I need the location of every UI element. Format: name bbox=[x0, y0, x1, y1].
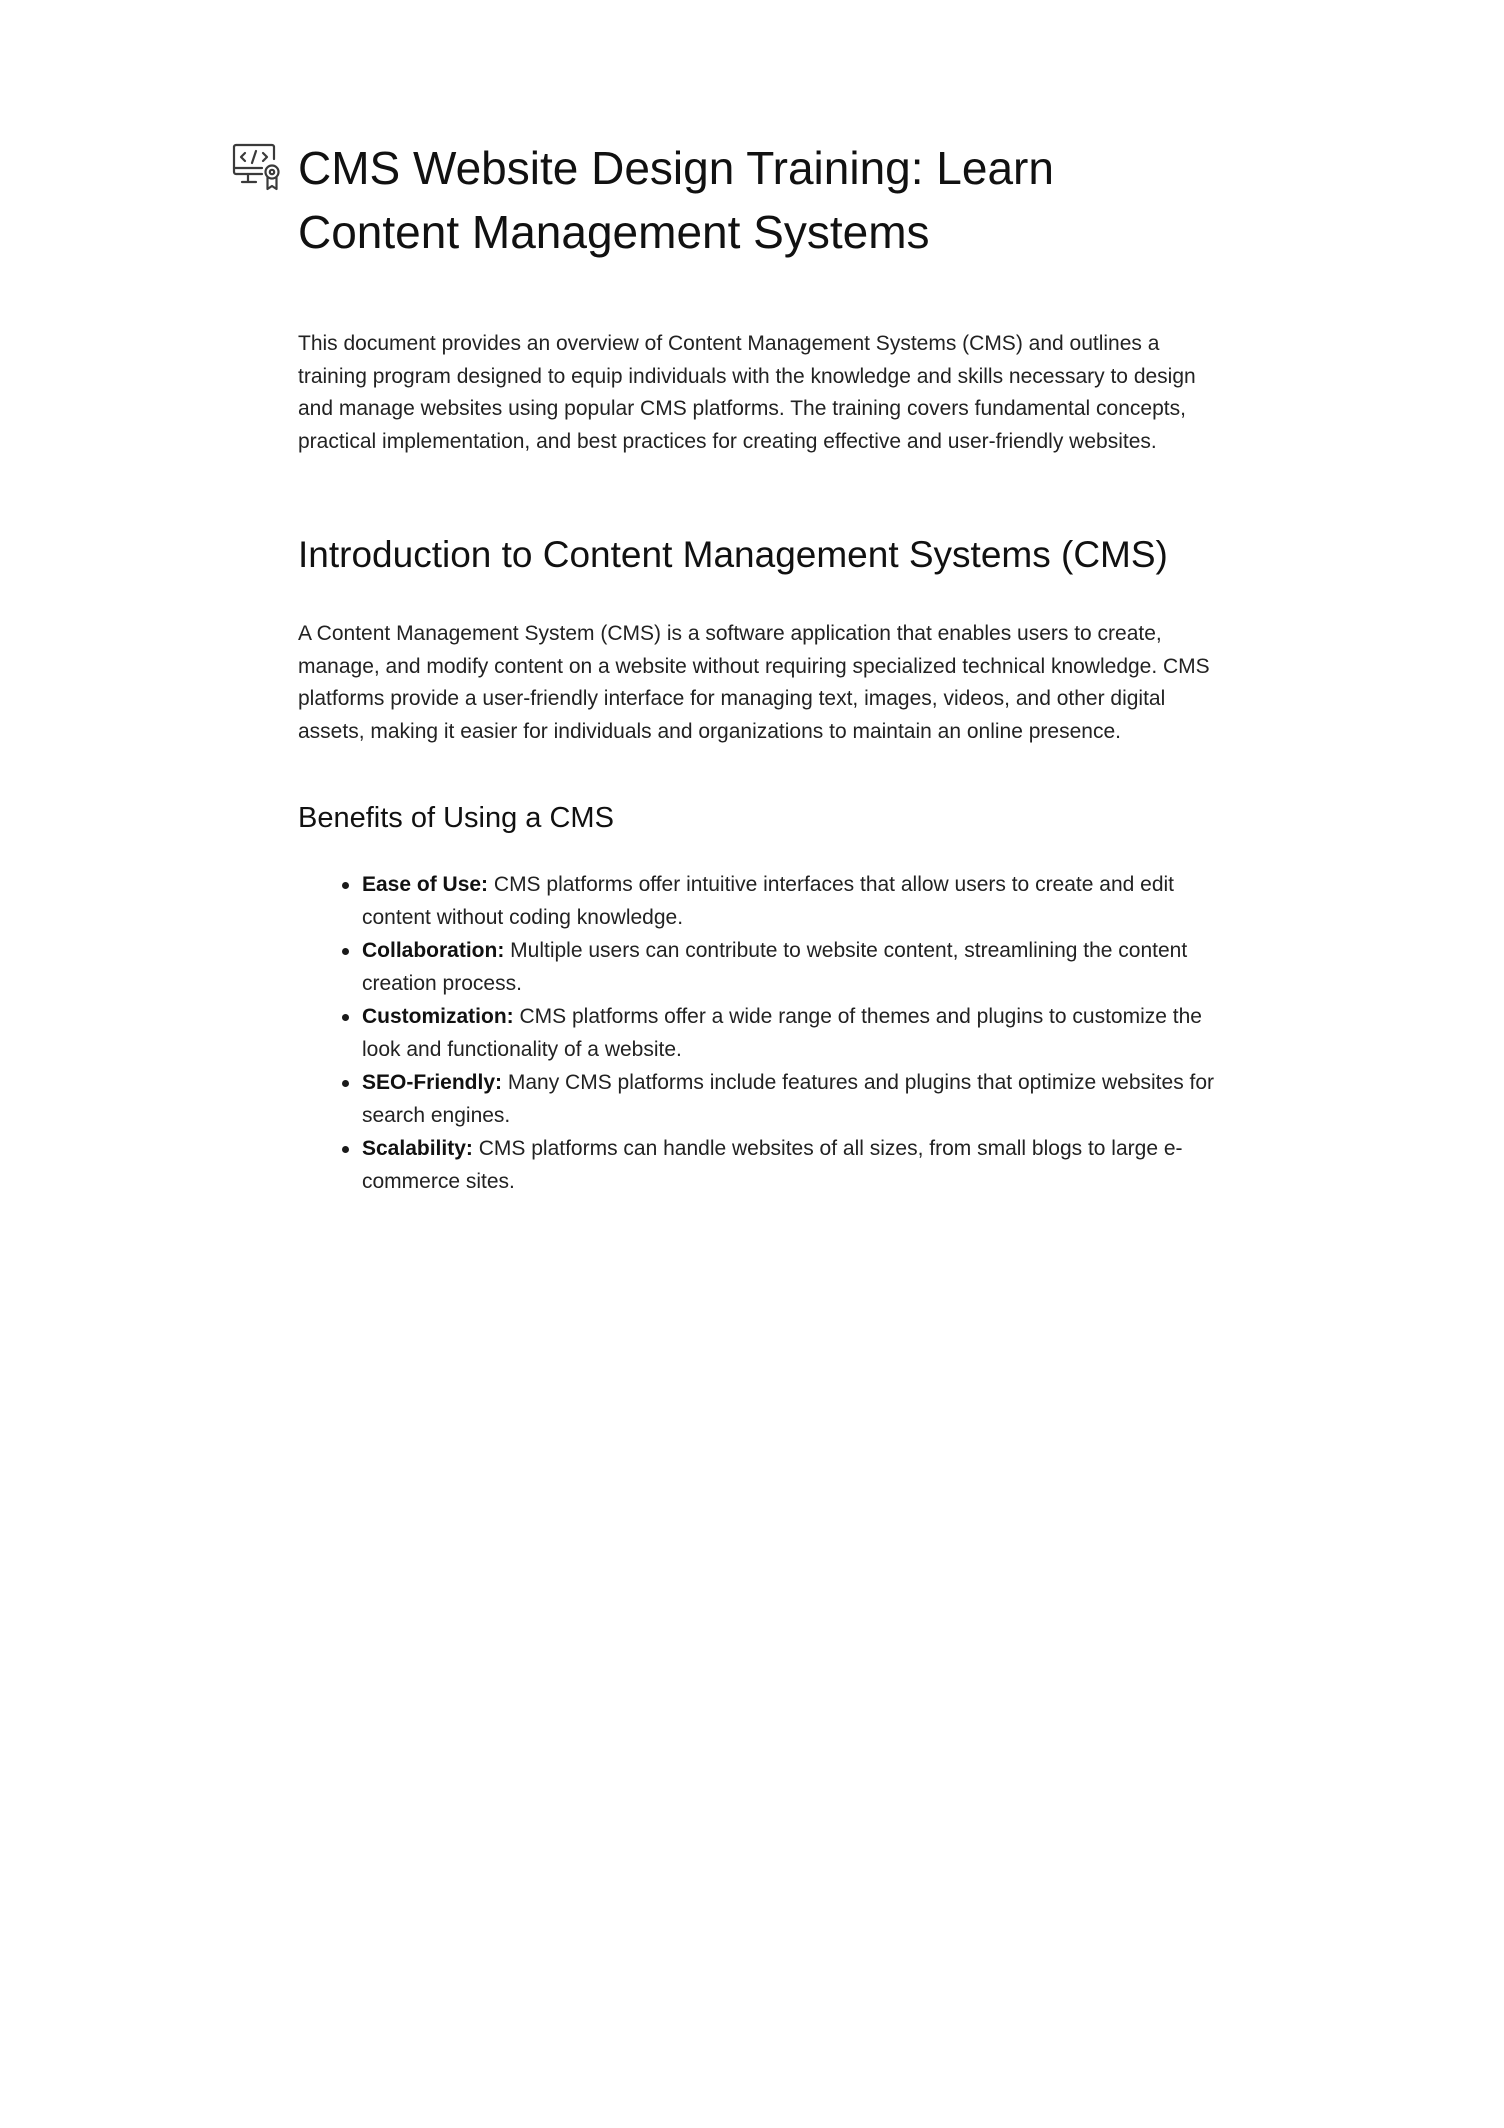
monitor-code-certificate-icon bbox=[232, 142, 282, 192]
benefit-text: CMS platforms offer intuitive interfaces that allow users to create and edit content without coding knowledge. bbox=[362, 873, 1174, 929]
benefits-list bbox=[298, 868, 1218, 1198]
bullet-icon bbox=[342, 948, 349, 955]
bullet-icon bbox=[342, 1080, 349, 1087]
list-item bbox=[362, 868, 1218, 934]
benefit-term: Scalability: bbox=[362, 1137, 473, 1160]
bullet-icon bbox=[342, 1146, 349, 1153]
document-title: CMS Website Design Training: Learn Content Management Systems bbox=[298, 142, 1054, 258]
bullet-icon bbox=[342, 882, 349, 889]
list-item bbox=[362, 1132, 1218, 1198]
benefit-term: Ease of Use: bbox=[362, 873, 489, 896]
list-item bbox=[362, 1066, 1218, 1132]
benefit-text: CMS platforms can handle websites of all sizes, from small blogs to large e-commerce sites. bbox=[362, 1137, 1183, 1193]
document-body bbox=[298, 328, 1218, 1198]
section-heading-benefits: Benefits of Using a CMS bbox=[298, 802, 614, 834]
section-paragraph-intro: A Content Management System (CMS) is a software application that enables users to create, manage, and modify content on a website without requiring specialized technical knowledge. CMS platforms provide a user-friendly interface for managing text, images, videos, and other digital assets, making it easier for individuals and organizations to maintain an online presence. bbox=[298, 622, 1210, 743]
benefit-text: Multiple users can contribute to website content, streamlining the content creation process. bbox=[362, 939, 1188, 995]
benefit-term: Collaboration: bbox=[362, 939, 505, 962]
benefit-term: Customization: bbox=[362, 1005, 514, 1028]
bullet-icon bbox=[342, 1014, 349, 1021]
benefit-text: CMS platforms offer a wide range of themes and plugins to customize the look and functionality of a website. bbox=[362, 1005, 1202, 1061]
list-item bbox=[362, 934, 1218, 1000]
list-item bbox=[362, 1000, 1218, 1066]
benefit-term: SEO-Friendly: bbox=[362, 1071, 503, 1094]
benefit-text: Many CMS platforms include features and plugins that optimize websites for search engines. bbox=[362, 1071, 1215, 1127]
section-heading-intro: Introduction to Content Management Systems (CMS) bbox=[298, 534, 1168, 575]
intro-paragraph: This document provides an overview of Content Management Systems (CMS) and outlines a training program designed to equip individuals with the knowledge and skills necessary to design and manage websites using popular CMS platforms. The training covers fundamental concepts, practical implementation, and best practices for creating effective and user-friendly websites. bbox=[298, 332, 1196, 453]
